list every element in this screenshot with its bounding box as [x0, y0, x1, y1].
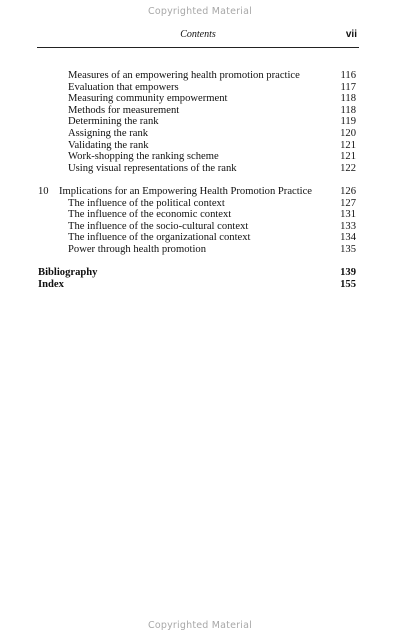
- toc-entry-title: Measures of an empowering health promotion practice: [68, 70, 300, 81]
- toc-entry-title: Using visual representations of the rank: [68, 162, 237, 174]
- watermark-top: Copyrighted Material: [148, 6, 252, 17]
- toc-entry-page: 121: [340, 151, 356, 163]
- toc-chapter-entry[interactable]: [0, 186, 400, 198]
- header-rule: [37, 47, 359, 48]
- toc-backmatter-entry[interactable]: [0, 279, 400, 291]
- toc-entry[interactable]: [0, 93, 400, 105]
- toc-entry[interactable]: [0, 82, 400, 94]
- toc-entry-title: Assigning the rank: [68, 127, 149, 139]
- toc-entry-page: 135: [340, 243, 356, 255]
- toc-entry-title: The influence of the political context: [68, 197, 225, 209]
- chapter-page: 126: [340, 185, 356, 197]
- toc-entry-page: 120: [340, 127, 356, 139]
- toc-backmatter-entry[interactable]: [0, 267, 400, 279]
- toc-entry-title: Measuring community empowerment: [68, 93, 228, 105]
- toc-entry[interactable]: [0, 232, 400, 244]
- bibliography-page: 139: [340, 267, 356, 279]
- toc-entry-title: Power through health promotion: [68, 243, 206, 255]
- toc-entry-page: 134: [340, 232, 356, 244]
- toc-entry-page: 121: [340, 139, 356, 151]
- toc-entry-page: 117: [340, 81, 356, 93]
- running-head-title: Contents: [180, 29, 216, 40]
- toc-entry-title: Methods for measurement: [68, 104, 180, 116]
- toc-entry-page: 118: [340, 104, 356, 116]
- toc-entry[interactable]: [0, 116, 400, 128]
- index-page: 155: [340, 278, 356, 290]
- toc-entry-page: 119: [340, 116, 356, 128]
- toc-entry-title: The influence of the economic context: [68, 209, 232, 221]
- bibliography-title: Bibliography: [38, 267, 98, 279]
- toc-spacer: [0, 256, 400, 268]
- toc-entry-title: Determining the rank: [68, 116, 159, 128]
- toc-entry-page: 122: [340, 162, 356, 174]
- table-of-contents: [0, 70, 400, 290]
- toc-entry-title: The influence of the organizational context: [68, 232, 251, 244]
- toc-entry-title: Work-shopping the ranking scheme: [68, 151, 219, 163]
- toc-entry[interactable]: [0, 244, 400, 256]
- toc-entry[interactable]: [0, 221, 400, 233]
- toc-spacer: [0, 174, 400, 186]
- toc-entry[interactable]: [0, 70, 400, 82]
- watermark-bottom: Copyrighted Material: [148, 620, 252, 631]
- toc-entry-title: Validating the rank: [68, 139, 149, 151]
- toc-entry-page: 127: [340, 197, 356, 209]
- toc-entry[interactable]: [0, 209, 400, 221]
- toc-entry[interactable]: [0, 151, 400, 163]
- toc-entry-page: 131: [340, 209, 356, 221]
- running-head: [37, 27, 359, 51]
- running-head-page-number: vii: [345, 29, 357, 40]
- toc-entry-title: The influence of the socio-cultural context: [68, 220, 249, 232]
- toc-entry[interactable]: [0, 163, 400, 175]
- toc-entry-page: 116: [340, 70, 356, 81]
- toc-entry[interactable]: [0, 198, 400, 210]
- toc-entry[interactable]: [0, 105, 400, 117]
- chapter-number: 10: [38, 185, 49, 197]
- toc-entry-title: Evaluation that empowers: [68, 81, 179, 93]
- chapter-title: Implications for an Empowering Health Promotion Practice: [59, 185, 313, 197]
- toc-entry-page: 133: [340, 220, 356, 232]
- toc-entry-page: 118: [340, 93, 356, 105]
- index-title: Index: [38, 278, 64, 290]
- toc-entry[interactable]: [0, 128, 400, 140]
- toc-entry[interactable]: [0, 140, 400, 152]
